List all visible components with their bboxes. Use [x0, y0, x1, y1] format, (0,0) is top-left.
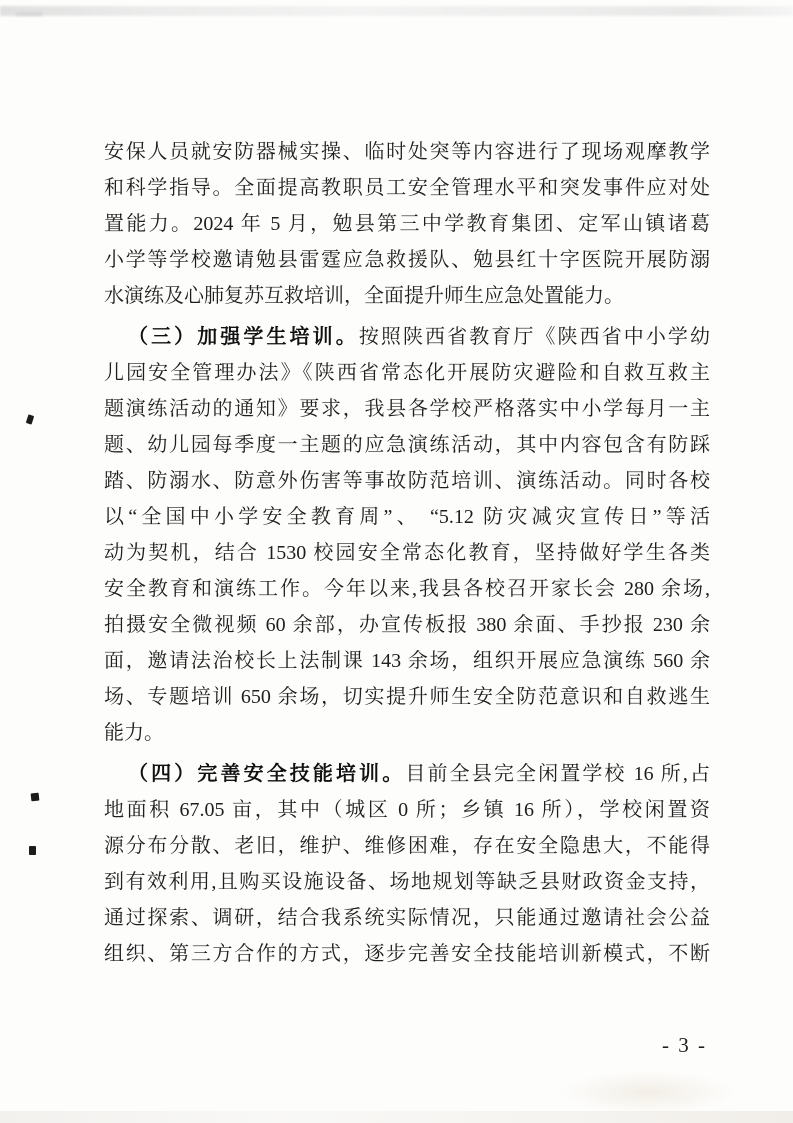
document-line: 组织、第三方合作的方式，逐步完善安全技能培训新模式，不断 — [104, 943, 710, 965]
paragraph — [104, 756, 710, 972]
section-heading: （三）加强学生培训。 — [128, 326, 359, 348]
document-line: 小学等学校邀请勉县雷霆应急救援队、勉县红十字医院开展防溺 — [104, 249, 710, 271]
document-line: 安全教育和演练工作。今年以来,我县各校召开家长会 280 余场, — [104, 578, 710, 600]
scan-shadow-bottom — [0, 1111, 793, 1123]
document-line: 题、幼儿园每季度一主题的应急演练活动，其中内容包含有防踩 — [104, 434, 710, 456]
document-line: 动为契机，结合 1530 校园安全常态化教育，坚持做好学生各类 — [104, 542, 710, 564]
document-line: （四）完善安全技能培训。目前全县完全闲置学校 16 所,占 — [128, 763, 711, 785]
scan-artifact — [29, 846, 36, 855]
document-line: （三）加强学生培训。按照陕西省教育厅《陕西省中小学幼 — [128, 326, 711, 348]
document-line: 和科学指导。全面提高教职员工安全管理水平和突发事件应对处 — [104, 177, 710, 199]
document-line: 到有效利用,且购买设施设备、场地规划等缺乏县财政资金支持， — [104, 871, 710, 893]
scan-artifact — [26, 414, 34, 424]
document-line: 面，邀请法治校长上法制课 143 余场，组织开展应急演练 560 余 — [104, 650, 710, 672]
document-line: 场、专题培训 650 余场，切实提升师生安全防范意识和自救逃生 — [104, 686, 710, 708]
document-line: 以“全国中小学安全教育周”、 “5.12 防灾减灾宣传日”等活 — [104, 506, 710, 528]
document-line: 地面积 67.05 亩，其中（城区 0 所；乡镇 16 所），学校闲置资 — [104, 799, 710, 821]
document-line: 踏、防溺水、防意外伤害等事故防范培训、演练活动。同时各校 — [104, 470, 710, 492]
document-line: 儿园安全管理办法》《陕西省常态化开展防灾避险和自救互救主 — [104, 362, 710, 384]
scan-smudge — [558, 1070, 738, 1115]
paragraph — [104, 134, 710, 314]
document-line: 水演练及心肺复苏互救培训，全面提升师生应急处置能力。 — [104, 285, 624, 307]
paragraph — [104, 319, 710, 751]
document-line: 安保人员就安防器械实操、临时处突等内容进行了现场观摩教学 — [104, 141, 710, 163]
page-number: - 3 - — [662, 1033, 707, 1057]
document-line: 置能力。2024 年 5 月，勉县第三中学教育集团、定军山镇诸葛 — [104, 213, 710, 235]
document-line: 题演练活动的通知》要求，我县各学校严格落实中小学每月一主 — [104, 398, 710, 420]
document-content — [104, 134, 710, 972]
section-heading: （四）完善安全技能培训。 — [128, 763, 406, 785]
scan-shadow-top — [0, 6, 793, 16]
document-line: 拍摄安全微视频 60 余部，办宣传板报 380 余面、手抄报 230 余 — [104, 614, 710, 636]
document-line: 通过探索、调研，结合我系统实际情况，只能通过邀请社会公益 — [104, 907, 710, 929]
document-line: 源分布分散、老旧，维护、维修困难，存在安全隐患大，不能得 — [104, 835, 710, 857]
scan-shadow-dash — [16, 12, 42, 16]
scan-artifact — [31, 793, 40, 802]
document-line: 能力。 — [104, 722, 164, 744]
